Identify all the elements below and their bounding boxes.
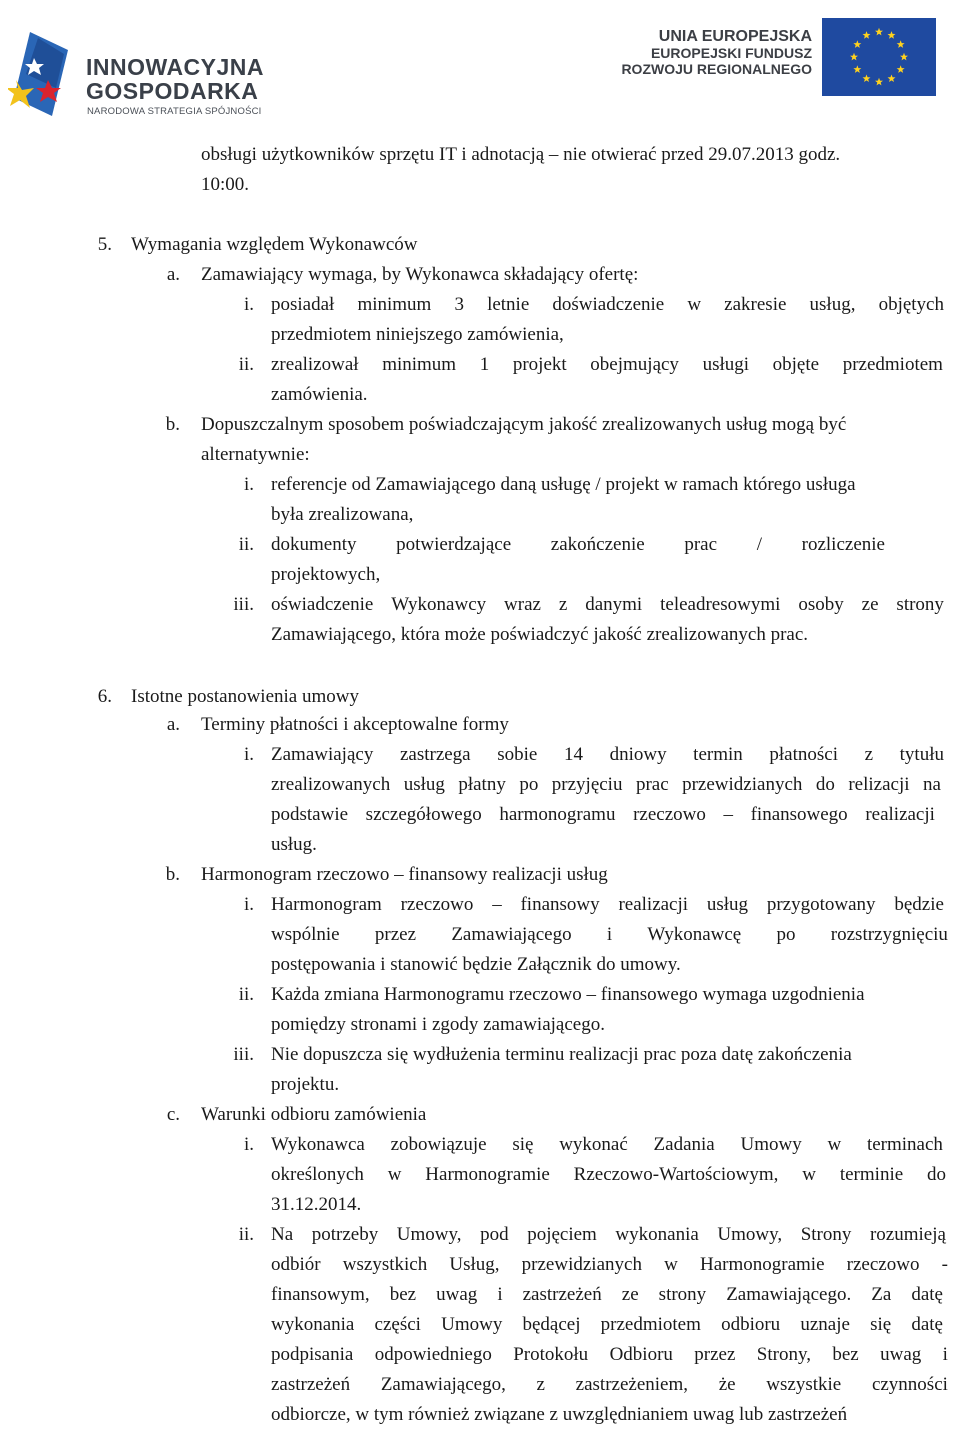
section-heading: Wymagania względem Wykonawców bbox=[131, 234, 418, 255]
list-item-text: podstawie szczegółowego harmonogramu rzeczowo – finansowego realizacji bbox=[271, 804, 935, 825]
list-item-text: pomiędzy stronami i zgody zamawiającego. bbox=[271, 1014, 605, 1035]
logo-text-line2: GOSPODARKA bbox=[86, 78, 259, 104]
list-marker: iii. bbox=[233, 594, 254, 615]
list-item-text: określonych w Harmonogramie Rzeczowo-Wartościowym, w terminie do bbox=[271, 1164, 946, 1185]
list-item-text: była zrealizowana, bbox=[271, 504, 414, 525]
list-item-text: Zamawiający zastrzega sobie 14 dniowy termin płatności z tytułu bbox=[271, 744, 944, 765]
list-item-text: zrealizował minimum 1 projekt obejmujący usługi objęte przedmiotem bbox=[271, 354, 943, 375]
list-item-text: projektowych, bbox=[271, 564, 381, 585]
section-number: 6. bbox=[97, 686, 112, 707]
list-item-text: Harmonogram rzeczowo – finansowy realizacji usług bbox=[201, 864, 608, 885]
list-marker: i. bbox=[243, 744, 254, 765]
list-item-text: oświadczenie Wykonawcy wraz z danymi teleadresowymi osoby ze strony bbox=[271, 594, 944, 615]
innowacyjna-gospodarka-logo bbox=[8, 28, 288, 124]
section-number: 5. bbox=[97, 234, 112, 255]
list-item-text: wspólnie przez Zamawiającego i Wykonawcę po rozstrzygnięciu bbox=[271, 924, 948, 945]
list-item-text: zamówienia. bbox=[271, 384, 368, 405]
list-item-text: dokumenty potwierdzające zakończenie prac / rozliczenie bbox=[271, 534, 885, 555]
list-marker: ii. bbox=[238, 1224, 254, 1245]
eu-logo bbox=[612, 18, 942, 100]
eu-text-line3: ROZWOJU REGIONALNEGO bbox=[621, 60, 812, 77]
list-item-text: posiadał minimum 3 letnie doświadczenie w zakresie usług, objętych bbox=[271, 294, 944, 315]
list-item-text: Wykonawca zobowiązuje się wykonać Zadania Umowy w terminach bbox=[271, 1134, 943, 1155]
list-item-text: Każda zmiana Harmonogramu rzeczowo – finansowego wymaga uzgodnienia bbox=[271, 984, 865, 1005]
list-marker: i. bbox=[243, 1134, 254, 1155]
logo-text-line3: NARODOWA STRATEGIA SPÓJNOŚCI bbox=[87, 106, 262, 117]
list-marker: b. bbox=[165, 414, 180, 435]
eu-text-line2: EUROPEJSKI FUNDUSZ bbox=[650, 44, 812, 61]
list-item-text: Warunki odbioru zamówienia bbox=[201, 1104, 427, 1125]
list-marker: a. bbox=[166, 714, 180, 735]
list-item-text: alternatywnie: bbox=[201, 444, 310, 465]
list-item-text: Dopuszczalnym sposobem poświadczającym jakość zrealizowanych usług mogą być bbox=[201, 414, 847, 435]
list-marker: ii. bbox=[238, 354, 254, 375]
list-item-text: referencje od Zamawiającego daną usługę / projekt w ramach którego usługa bbox=[271, 474, 856, 495]
page-header bbox=[0, 0, 960, 128]
list-item-text: 31.12.2014. bbox=[271, 1194, 362, 1215]
eu-flag-icon bbox=[822, 18, 936, 96]
list-marker: ii. bbox=[238, 534, 254, 555]
list-item-text: wykonania części Umowy będącej przedmiotem odbioru uznaje się datę bbox=[271, 1314, 943, 1335]
list-item-text: usług. bbox=[271, 834, 317, 855]
list-marker: i. bbox=[243, 894, 254, 915]
list-marker: c. bbox=[166, 1104, 180, 1125]
list-item-text: projektu. bbox=[271, 1074, 340, 1095]
eu-text-line1: UNIA EUROPEJSKA bbox=[658, 28, 812, 45]
list-item-text: zrealizowanych usług płatny po przyjęciu prac przewidzianych do relizacji na bbox=[271, 774, 941, 795]
list-item-text: Zamawiający wymaga, by Wykonawca składający ofertę: bbox=[201, 264, 639, 285]
list-marker: b. bbox=[165, 864, 180, 885]
list-marker: a. bbox=[166, 264, 180, 285]
list-marker: i. bbox=[243, 294, 254, 315]
list-item-text: Nie dopuszcza się wydłużenia terminu realizacji prac poza datę zakończenia bbox=[271, 1044, 852, 1065]
list-item-text: odbiór wszystkich Usług, przewidzianych w Harmonogramie rzeczowo - bbox=[271, 1254, 948, 1275]
paragraph-line: 10:00. bbox=[201, 174, 250, 195]
section-heading: Istotne postanowienia umowy bbox=[131, 686, 359, 707]
list-item-text: Zamawiającego, która może poświadczyć jakość zrealizowanych prac. bbox=[271, 624, 809, 645]
list-marker: iii. bbox=[233, 1044, 254, 1065]
list-marker: i. bbox=[243, 474, 254, 495]
paragraph-line: obsługi użytkowników sprzętu IT i adnotacją – nie otwierać przed 29.07.2013 godz. bbox=[201, 144, 841, 165]
list-item-text: Terminy płatności i akceptowalne formy bbox=[201, 714, 509, 735]
list-item-text: podpisania odpowiedniego Protokołu Odbioru przez Strony, bez uwag i bbox=[271, 1344, 948, 1365]
list-marker: ii. bbox=[238, 984, 254, 1005]
list-item-text: przedmiotem niniejszego zamówienia, bbox=[271, 324, 564, 345]
list-item-text: finansowym, bez uwag i zastrzeżeń ze strony Zamawiającego. Za datę bbox=[271, 1284, 943, 1305]
list-item-text: postępowania i stanowić będzie Załącznik do umowy. bbox=[271, 954, 681, 975]
list-item-text: Harmonogram rzeczowo – finansowy realizacji usług przygotowany będzie bbox=[271, 894, 944, 915]
list-item-text: zastrzeżeń Zamawiającego, z zastrzeżeniem, że wszystkie czynności bbox=[271, 1374, 948, 1395]
list-item-text: Na potrzeby Umowy, pod pojęciem wykonania Umowy, Strony rozumieją bbox=[271, 1224, 946, 1245]
logo-text-line1: INNOWACYJNA bbox=[86, 54, 265, 80]
list-item-text: odbiorcze, w tym również związane z uwzględnianiem uwag lub zastrzeżeń bbox=[271, 1404, 848, 1425]
star-logo-icon bbox=[8, 28, 80, 120]
